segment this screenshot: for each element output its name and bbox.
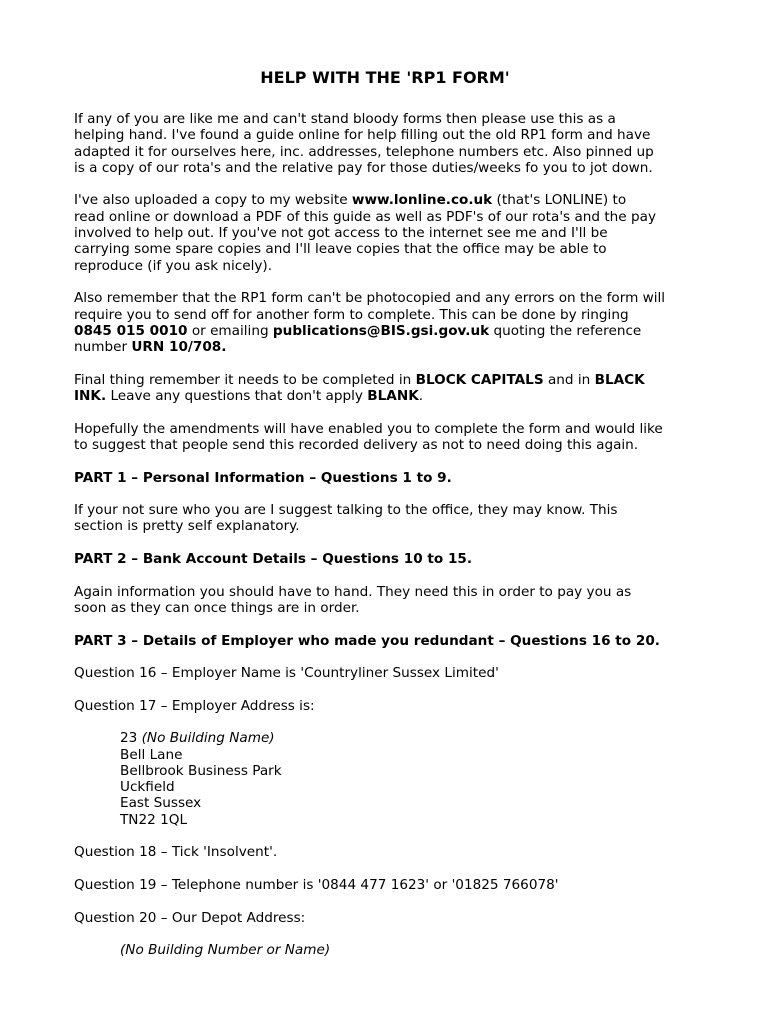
intro-line-2: helping hand. I've found a guide online for help filling out the old RP1 form and have	[74, 127, 651, 144]
address-line-3: Bellbrook Business Park	[120, 762, 282, 779]
ink-word: INK.	[74, 388, 107, 405]
address-line-2: Bell Lane	[120, 746, 183, 763]
question-17: Question 17 – Employer Address is:	[74, 697, 315, 714]
photocopy-mid: or emailing	[187, 322, 273, 339]
final-pre: Final thing remember it needs to be completed in	[74, 371, 416, 388]
final-and: and in	[543, 371, 595, 388]
hope-paragraph	[74, 421, 714, 454]
final-mid: Leave any questions that don't apply	[106, 388, 368, 405]
final-paragraph	[74, 372, 714, 405]
address-no-building: (No Building Name)	[141, 730, 275, 747]
address-line-5: East Sussex	[120, 795, 202, 812]
question-18: Question 18 – Tick 'Insolvent'.	[74, 844, 278, 861]
part3-heading-text: PART 3 – Details of Employer who made you redundant – Questions 16 to 20.	[74, 632, 660, 649]
part2-heading-text: PART 2 – Bank Account Details – Questions 10 to 15.	[74, 551, 473, 568]
part1-heading	[74, 470, 714, 486]
part3-heading	[74, 633, 714, 649]
urn-reference: URN 10/708.	[131, 339, 227, 356]
photocopy-post: quoting the reference	[489, 322, 642, 339]
black-word: BLACK	[594, 371, 645, 388]
intro-line-1: If any of you are like me and can't stand bloody forms then please use this as a	[74, 111, 616, 127]
question-16: Question 16 – Employer Name is 'Countryliner Sussex Limited'	[74, 665, 499, 682]
part2-line-2: soon as they can once things are in order.	[74, 599, 360, 616]
photocopy-number-pre: number	[74, 339, 132, 356]
part1-paragraph	[74, 502, 714, 535]
address-line-6: TN22 1QL	[120, 811, 188, 828]
website-paragraph	[74, 192, 714, 273]
photocopy-line-1: Also remember that the RP1 form can't be photocopied and any errors on the form will	[74, 290, 666, 307]
part2-heading	[74, 551, 714, 567]
address-number: 23	[120, 730, 142, 747]
document-body	[74, 111, 714, 975]
photocopy-line-2: require you to send off for another form to complete. This can be done by ringing	[74, 306, 629, 323]
depot-note-text: (No Building Number or Name)	[120, 942, 331, 959]
part2-paragraph	[74, 584, 714, 617]
blank-word: BLANK	[367, 388, 419, 405]
page-title: HELP WITH THE 'RP1 FORM'	[260, 68, 510, 87]
final-end: .	[418, 388, 424, 405]
hope-line-1: Hopefully the amendments will have enabled you to complete the form and would like	[74, 420, 663, 437]
question-19: Question 19 – Telephone number is '0844 477 1623' or '01825 766078'	[74, 876, 559, 893]
question-20: Question 20 – Our Depot Address:	[74, 909, 306, 926]
website-post: (that's LONLINE) to	[492, 192, 627, 209]
part1-heading-text: PART 1 – Personal Information – Questions 1 to 9.	[74, 469, 452, 486]
website-line-3: involved to help out. If you've not got access to the internet see me and I'll be	[74, 225, 608, 242]
photocopy-paragraph	[74, 290, 714, 355]
employer-address	[74, 730, 714, 828]
block-capitals: BLOCK CAPITALS	[415, 371, 544, 388]
part1-line-2: section is pretty self explanatory.	[74, 518, 300, 535]
part1-line-1: If your not sure who you are I suggest talking to the office, they may know. This	[74, 502, 618, 519]
intro-line-3: adapted it for ourselves here, inc. addresses, telephone numbers etc. Also pinned up	[74, 143, 654, 160]
website-line-5: reproduce (if you ask nicely).	[74, 257, 273, 274]
depot-note	[74, 942, 714, 958]
website-line-2: read online or download a PDF of this guide as well as PDF's of our rota's and the pay	[74, 208, 656, 225]
intro-paragraph	[74, 111, 714, 176]
part2-line-1: Again information you should have to hand. They need this in order to pay you as	[74, 583, 632, 600]
address-line-4: Uckfield	[120, 779, 175, 796]
website-url: www.lonline.co.uk	[351, 192, 493, 209]
email-address: publications@BIS.gsi.gov.uk	[272, 322, 490, 339]
website-line-4: carrying some spare copies and I'll leave copies that the office may be able to	[74, 241, 607, 258]
intro-line-4: is a copy of our rota's and the relative pay for those duties/weeks fo you to jot down.	[74, 159, 653, 176]
hope-line-2: to suggest that people send this recorded delivery as not to need doing this again.	[74, 436, 639, 453]
website-pre: I've also uploaded a copy to my website	[74, 192, 352, 209]
phone-number: 0845 015 0010	[74, 322, 188, 339]
